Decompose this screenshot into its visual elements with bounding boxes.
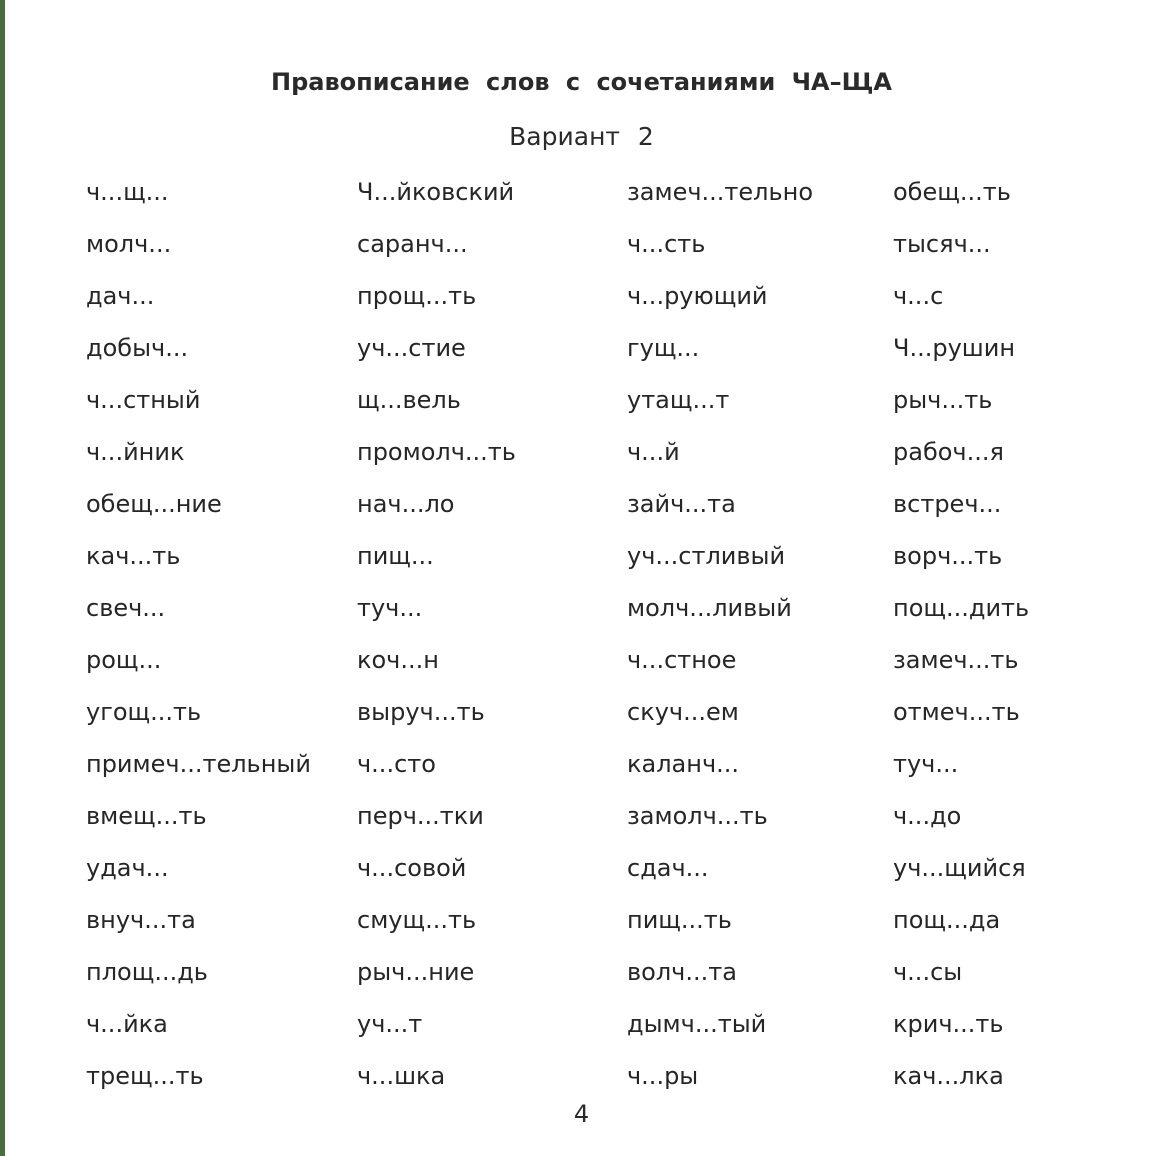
word-item: свеч... <box>86 594 166 622</box>
word-item: замеч...ть <box>893 646 1019 674</box>
word-item: удач... <box>86 854 169 882</box>
word-item: рабоч...я <box>893 438 1004 466</box>
word-item: уч...стие <box>357 334 466 362</box>
word-item: саранч... <box>357 230 468 258</box>
word-item: промолч...ть <box>357 438 516 466</box>
word-item: ч...сы <box>893 958 963 986</box>
word-item: уч...т <box>357 1010 423 1038</box>
word-item: ч...й <box>627 438 680 466</box>
word-item: крич...ть <box>893 1010 1004 1038</box>
word-item: выруч...ть <box>357 698 485 726</box>
word-item: Ч...йковский <box>357 178 515 206</box>
word-item: пощ...да <box>893 906 1001 934</box>
word-item: волч...та <box>627 958 737 986</box>
word-item: дымч...тый <box>627 1010 767 1038</box>
word-item: прощ...ть <box>357 282 477 310</box>
word-column-4 <box>893 172 1163 1108</box>
word-item: обещ...ние <box>86 490 222 518</box>
word-item: молч...ливый <box>627 594 792 622</box>
word-item: ч...йник <box>86 438 185 466</box>
word-item: обещ...ть <box>893 178 1011 206</box>
word-item: уч...стливый <box>627 542 786 570</box>
word-item: ч...стный <box>86 386 201 414</box>
word-item: коч...н <box>357 646 439 674</box>
word-item: скуч...ем <box>627 698 739 726</box>
word-item: ч...шка <box>357 1062 446 1090</box>
word-item: отмеч...ть <box>893 698 1020 726</box>
word-item: кач...ть <box>86 542 181 570</box>
word-item: перч...тки <box>357 802 484 830</box>
word-column-2 <box>357 172 627 1108</box>
word-columns <box>0 172 1163 1102</box>
word-item: рощ... <box>86 646 162 674</box>
word-item: ч...до <box>893 802 962 830</box>
word-item: гущ... <box>627 334 700 362</box>
word-item: угощ...ть <box>86 698 202 726</box>
word-item: кач...лка <box>893 1062 1004 1090</box>
word-item: площ...дь <box>86 958 208 986</box>
word-item: уч...щийся <box>893 854 1026 882</box>
word-column-1 <box>86 172 356 1108</box>
word-item: ч...с <box>893 282 944 310</box>
word-item: дач... <box>86 282 155 310</box>
word-item: туч... <box>893 750 959 778</box>
word-item: смущ...ть <box>357 906 477 934</box>
word-item: ч...совой <box>357 854 467 882</box>
word-item: примеч...тельный <box>86 750 311 778</box>
word-item: пищ... <box>357 542 434 570</box>
word-item: встреч... <box>893 490 1002 518</box>
word-item: пощ...дить <box>893 594 1030 622</box>
word-item: ч...рующий <box>627 282 768 310</box>
word-item: внуч...та <box>86 906 196 934</box>
word-item: рыч...ть <box>893 386 993 414</box>
word-column-3 <box>627 172 897 1108</box>
word-item: тысяч... <box>893 230 991 258</box>
word-item: вмещ...ть <box>86 802 207 830</box>
word-item: ворч...ть <box>893 542 1003 570</box>
word-item: молч... <box>86 230 172 258</box>
page-number: 4 <box>573 1100 590 1128</box>
word-item: туч... <box>357 594 423 622</box>
word-item: ч...щ... <box>86 178 169 206</box>
word-item: ч...сто <box>357 750 436 778</box>
word-item: рыч...ние <box>357 958 475 986</box>
word-item: каланч... <box>627 750 740 778</box>
word-item: ч...стное <box>627 646 737 674</box>
page-title: Правописание слов с сочетаниями ЧА–ЩА <box>271 68 892 96</box>
variant-subtitle: Вариант 2 <box>509 122 654 151</box>
word-item: сдач... <box>627 854 709 882</box>
word-item: нач...ло <box>357 490 455 518</box>
word-item: зайч...та <box>627 490 736 518</box>
word-item: трещ...ть <box>86 1062 204 1090</box>
word-item: утащ...т <box>627 386 730 414</box>
word-item: замеч...тельно <box>627 178 814 206</box>
word-item: ч...ры <box>627 1062 699 1090</box>
word-item: замолч...ть <box>627 802 768 830</box>
word-item: ч...йка <box>86 1010 168 1038</box>
word-item: Ч...рушин <box>893 334 1016 362</box>
word-item: добыч... <box>86 334 189 362</box>
word-item: щ...вель <box>357 386 461 414</box>
word-item: ч...сть <box>627 230 706 258</box>
word-item: пищ...ть <box>627 906 732 934</box>
